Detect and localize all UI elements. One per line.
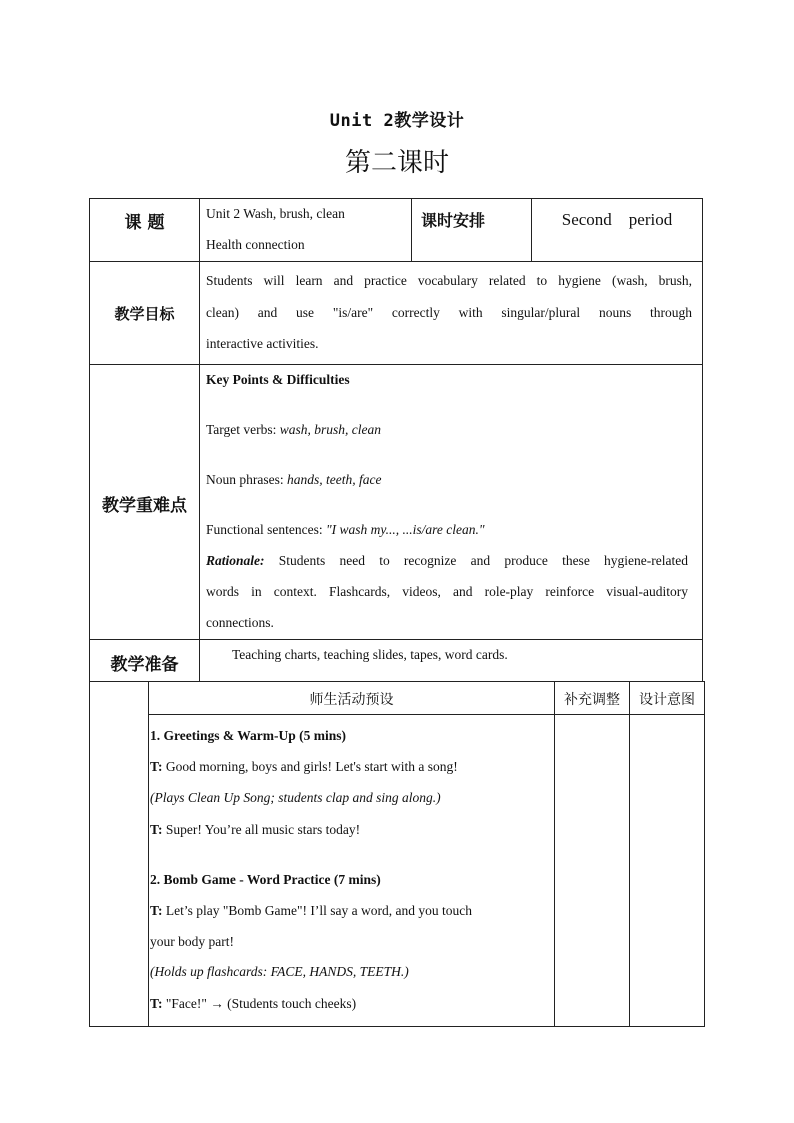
- keypoints-heading: Key Points & Difficulties: [206, 372, 350, 387]
- functional-label: Functional sentences:: [206, 522, 326, 537]
- activities-intent-body-cell: [629, 714, 705, 1027]
- teacher-label: T:: [150, 822, 163, 837]
- objectives-line-3: interactive activities.: [206, 336, 319, 351]
- objectives-line-1: Students will learn and practice vocabulary related to hygiene (wash, brush,: [206, 273, 692, 288]
- noun-phrases: [206, 472, 381, 488]
- activities-adjust-body-cell: [554, 714, 630, 1027]
- schedule-value-cell: [531, 198, 703, 262]
- section-2-teacher-1a: [150, 903, 472, 919]
- rationale-line-2: words in context. Flashcards, videos, and role-play reinforce visual-auditory: [206, 584, 688, 599]
- target-verbs: [206, 422, 381, 438]
- target-verbs-value: wash, brush, clean: [279, 422, 382, 437]
- rationale-text-1: Students need to recognize and produce these hygiene-related: [264, 553, 688, 568]
- col-adjust-header: 补充调整: [564, 692, 620, 708]
- target-verbs-label: Target verbs:: [206, 422, 280, 437]
- section-1-teacher-2: [150, 822, 360, 838]
- topic-line-2: Health connection: [206, 237, 305, 252]
- objectives-line-2: clean) and use "is/are" correctly with singular/plural nouns through: [206, 305, 692, 320]
- rationale-label: Rationale:: [206, 553, 265, 568]
- functional-sentences: [206, 522, 485, 538]
- col-main-header: 师生活动预设: [309, 692, 394, 708]
- teacher-line: "Face!" → (Students touch cheeks): [162, 996, 357, 1011]
- schedule-label: 课时安排: [421, 211, 486, 230]
- objectives-label: 教学目标: [114, 305, 175, 323]
- topic-label: 课 题: [124, 213, 165, 233]
- preparation-label: 教学准备: [110, 655, 179, 675]
- section-1-note: (Plays Clean Up Song; students clap and sing along.): [150, 790, 441, 805]
- unit-title: Unit 2教学设计: [329, 111, 465, 131]
- section-1-teacher-1: [150, 759, 458, 775]
- teacher-line: Good morning, boys and girls! Let's start with a song!: [162, 759, 458, 774]
- topic-line-1: Unit 2 Wash, brush, clean: [206, 206, 345, 221]
- section-2-teacher-1b: your body part!: [150, 934, 234, 949]
- teacher-line: Let’s play "Bomb Game"! I’ll say a word, and you touch: [162, 903, 472, 918]
- section-2-note: (Holds up flashcards: FACE, HANDS, TEETH.): [150, 964, 409, 979]
- noun-phrases-label: Noun phrases:: [206, 472, 287, 487]
- teacher-label: T:: [150, 903, 163, 918]
- noun-phrases-value: hands, teeth, face: [287, 472, 382, 487]
- rationale-line-3: connections.: [206, 615, 274, 630]
- preparation-value: Teaching charts, teaching slides, tapes, word cards.: [232, 647, 508, 662]
- schedule-value: Second period: [561, 210, 673, 229]
- lesson-title: 第二课时: [344, 148, 449, 178]
- col-intent-header: 设计意图: [639, 692, 695, 708]
- functional-value: "I wash my..., ...is/are clean.": [325, 522, 485, 537]
- keypoints-label: 教学重难点: [102, 496, 187, 516]
- teacher-line: Super! You’re all music stars today!: [162, 822, 361, 837]
- teacher-label: T:: [150, 759, 163, 774]
- activities-left-margin: [89, 681, 149, 1027]
- section-1-heading: 1. Greetings & Warm-Up (5 mins): [150, 728, 346, 743]
- teacher-label: T:: [150, 996, 163, 1011]
- section-2-heading: 2. Bomb Game - Word Practice (7 mins): [150, 872, 381, 887]
- section-2-teacher-2: [150, 996, 356, 1012]
- rationale-line-1: [206, 553, 688, 569]
